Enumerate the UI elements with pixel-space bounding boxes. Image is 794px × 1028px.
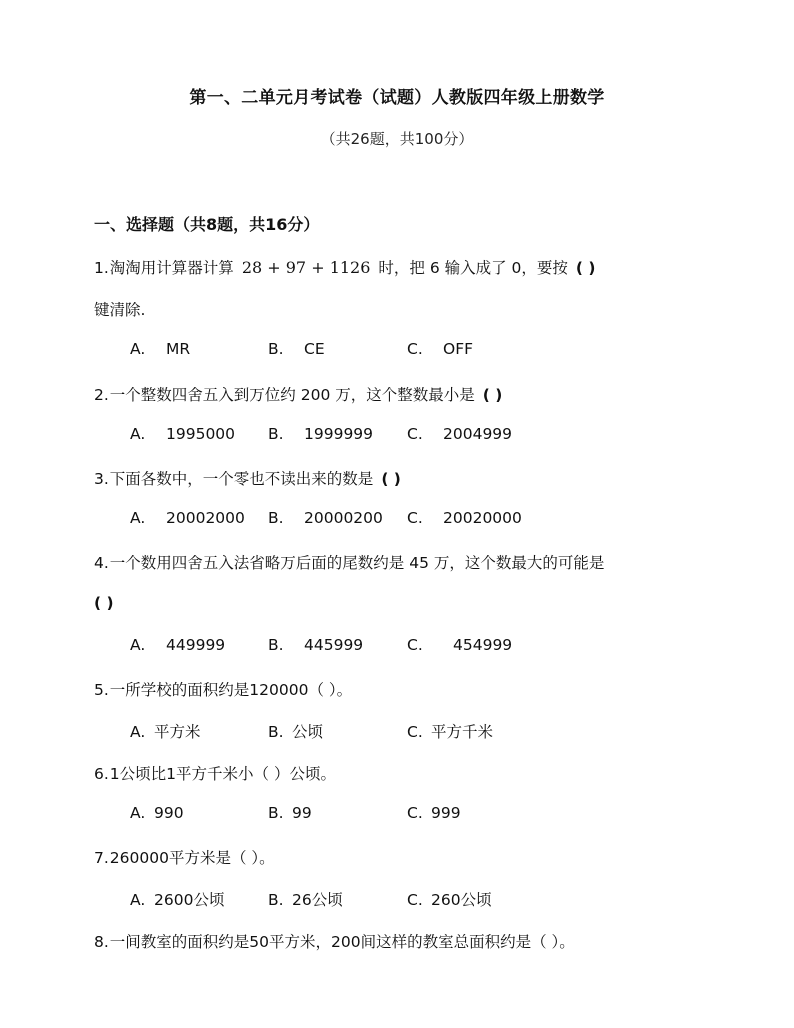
option-b: B. 公顷 bbox=[268, 723, 324, 741]
option-b: B. 445999 bbox=[268, 636, 364, 654]
question-6-options bbox=[0, 804, 794, 828]
question-1-continuation: 键清除. bbox=[94, 301, 146, 319]
question-number: 7. bbox=[94, 849, 109, 867]
question-text: 下面各数中，一个零也不读出来的数是 bbox=[109, 470, 374, 488]
question-number: 8. bbox=[94, 933, 109, 951]
question-1 bbox=[94, 256, 596, 278]
option-a: A. 1995000 bbox=[130, 425, 236, 443]
question-3-options bbox=[0, 509, 794, 533]
option-c: C. OFF bbox=[407, 340, 474, 358]
question-number: 1. bbox=[94, 259, 109, 277]
question-1-options bbox=[0, 340, 794, 364]
question-text: 时，把 6 输入成了 0，要按 bbox=[378, 259, 568, 277]
question-8 bbox=[94, 930, 575, 952]
question-5 bbox=[94, 678, 352, 700]
option-c: C. 260公顷 bbox=[407, 891, 492, 909]
option-b: B. 26公顷 bbox=[268, 891, 343, 909]
option-c: C. 454999 bbox=[407, 636, 513, 654]
question-text: 淘淘用计算器计算 bbox=[109, 259, 234, 277]
question-7-options bbox=[0, 888, 794, 912]
answer-blank: ( ) bbox=[482, 386, 503, 404]
question-2 bbox=[94, 383, 502, 405]
question-text: 一间教室的面积约是50平方米，200间这样的教室总面积约是（ ）。 bbox=[109, 933, 575, 951]
math-expression: 28 + 97 + 1126 bbox=[241, 258, 371, 277]
option-a: A. MR bbox=[130, 340, 191, 358]
option-b: B. 1999999 bbox=[268, 425, 374, 443]
option-c: C. 20020000 bbox=[407, 509, 522, 527]
question-2-options bbox=[0, 425, 794, 449]
option-a: A. 449999 bbox=[130, 636, 226, 654]
answer-blank: ( ) bbox=[575, 259, 596, 277]
question-number: 3. bbox=[94, 470, 109, 488]
question-number: 2. bbox=[94, 386, 109, 404]
question-number: 6. bbox=[94, 765, 109, 783]
answer-blank: ( ) bbox=[94, 594, 114, 612]
question-4 bbox=[94, 551, 604, 573]
page-title: 第一、二单元月考试卷（试题）人教版四年级上册数学 bbox=[189, 88, 605, 108]
option-a: A. 平方米 bbox=[130, 723, 201, 741]
option-b: B. 20000200 bbox=[268, 509, 383, 527]
option-b: B. CE bbox=[268, 340, 325, 358]
question-text: 260000平方米是（ ）。 bbox=[109, 849, 275, 867]
option-a: A. 990 bbox=[130, 804, 184, 822]
question-text: 一所学校的面积约是120000（ ）。 bbox=[109, 681, 353, 699]
question-text: 一个整数四舍五入到万位约 200 万，这个整数最小是 bbox=[109, 386, 475, 404]
question-text: 1公顷比1平方千米小（ ）公顷。 bbox=[109, 765, 336, 783]
question-number: 4. bbox=[94, 554, 109, 572]
answer-blank: ( ) bbox=[381, 470, 401, 488]
question-4-options bbox=[0, 636, 794, 660]
question-7 bbox=[94, 846, 275, 868]
option-a: A. 2600公顷 bbox=[130, 891, 225, 909]
question-text: 一个数用四舍五入法省略万后面的尾数约是 45 万，这个数最大的可能是 bbox=[109, 554, 605, 572]
page-subtitle: （共26题，共100分） bbox=[320, 130, 474, 148]
question-number: 5. bbox=[94, 681, 109, 699]
option-a: A. 20002000 bbox=[130, 509, 245, 527]
question-3 bbox=[94, 467, 401, 489]
section-heading-choice: 一、选择题（共8题，共16分） bbox=[94, 215, 320, 234]
question-6 bbox=[94, 762, 336, 784]
option-c: C. 999 bbox=[407, 804, 461, 822]
question-5-options bbox=[0, 720, 794, 744]
option-c: C. 2004999 bbox=[407, 425, 513, 443]
option-b: B. 99 bbox=[268, 804, 312, 822]
option-c: C. 平方千米 bbox=[407, 723, 494, 741]
